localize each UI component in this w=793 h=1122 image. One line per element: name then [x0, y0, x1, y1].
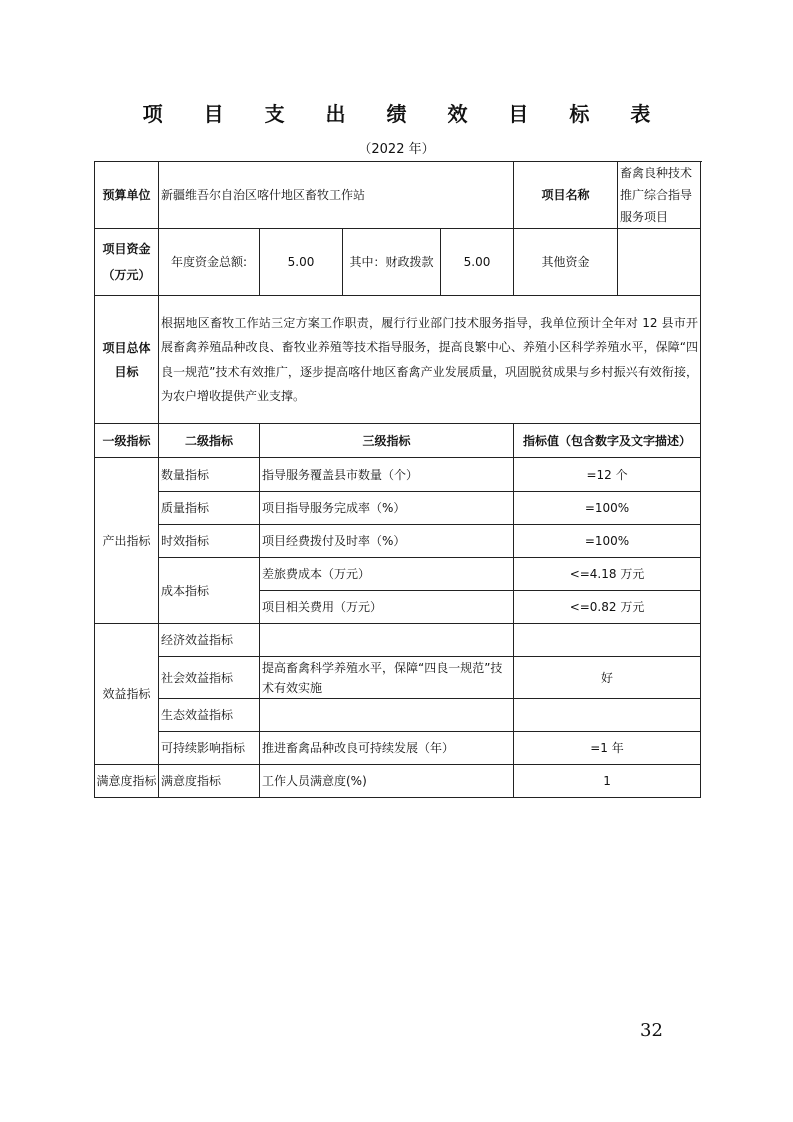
- annual-total-value: 5.00: [260, 229, 343, 296]
- cost-item-1: 差旅费成本（万元）: [260, 558, 514, 591]
- cost-label: 成本指标: [159, 558, 260, 624]
- budget-unit-row: [95, 162, 701, 229]
- fiscal-label: 其中：财政拨款: [343, 229, 441, 296]
- quantity-value: =12 个: [514, 458, 701, 492]
- sustainable-label: 可持续影响指标: [159, 732, 260, 765]
- fiscal-value: 5.00: [441, 229, 514, 296]
- funds-label: [95, 229, 159, 296]
- economic-label: 经济效益指标: [159, 624, 260, 657]
- other-funds-label: 其他资金: [514, 229, 618, 296]
- funds-label-line1: 项目资金: [102, 242, 151, 256]
- economic-value: [514, 624, 701, 657]
- cost-value-1: <=4.18 万元: [514, 558, 701, 591]
- table-row: [95, 558, 701, 591]
- satisfaction-label: 满意度指标: [159, 765, 260, 798]
- budget-unit-label: 预算单位: [95, 162, 159, 229]
- page-title: 项 目 支 出 绩 效 目 标 表: [142, 102, 668, 126]
- sustainable-item: 推进畜禽品种改良可持续发展（年）: [260, 732, 514, 765]
- level3-header: 三级指标: [260, 424, 514, 458]
- year-label: （2022 年）: [358, 142, 435, 157]
- indicator-header-row: [95, 424, 701, 458]
- timeliness-value: =100%: [514, 525, 701, 558]
- goal-label: 项目总体目标: [95, 296, 159, 424]
- level1-header: 一级指标: [95, 424, 159, 458]
- value-header: 指标值（包含数字及文字描述）: [514, 424, 701, 458]
- cost-item-2: 项目相关费用（万元）: [260, 591, 514, 624]
- project-name-label: 项目名称: [514, 162, 618, 229]
- sustainable-value: =1 年: [514, 732, 701, 765]
- level2-header: 二级指标: [159, 424, 260, 458]
- funds-row: [95, 229, 701, 296]
- satisfaction-item: 工作人员满意度(%): [260, 765, 514, 798]
- quality-label: 质量指标: [159, 492, 260, 525]
- table-row: [95, 699, 701, 732]
- table-row: [95, 732, 701, 765]
- budget-unit-value: 新疆维吾尔自治区喀什地区畜牧工作站: [159, 162, 514, 229]
- table-row: [95, 492, 701, 525]
- other-funds-value: [618, 229, 701, 296]
- economic-item: [260, 624, 514, 657]
- benefit-level1: 效益指标: [95, 624, 159, 765]
- performance-table: [94, 161, 701, 798]
- quality-item: 项目指导服务完成率（%）: [260, 492, 514, 525]
- page-number: 32: [640, 1020, 663, 1041]
- table-row: [95, 624, 701, 657]
- quantity-label: 数量指标: [159, 458, 260, 492]
- output-level1: 产出指标: [95, 458, 159, 624]
- social-item: 提高畜禽科学养殖水平，保障“四良一规范”技术有效实施: [260, 657, 514, 699]
- table-row: [95, 657, 701, 699]
- project-name-value: 畜禽良种技术推广综合指导服务项目: [618, 162, 701, 229]
- ecological-item: [260, 699, 514, 732]
- annual-total-label: 年度资金总额:: [159, 229, 260, 296]
- table-row: [95, 458, 701, 492]
- timeliness-item: 项目经费拨付及时率（%）: [260, 525, 514, 558]
- satisfaction-value: 1: [514, 765, 701, 798]
- cost-value-2: <=0.82 万元: [514, 591, 701, 624]
- funds-label-line2: （万元）: [102, 268, 151, 282]
- quality-value: =100%: [514, 492, 701, 525]
- social-label: 社会效益指标: [159, 657, 260, 699]
- timeliness-label: 时效指标: [159, 525, 260, 558]
- goal-text: 根据地区畜牧工作站三定方案工作职责，履行行业部门技术服务指导，我单位预计全年对 12 县市开展畜禽养殖品种改良、畜牧业养殖等技术指导服务，提高良繁中心、养殖小区科学养殖水平，保障“四良一规范”技术有效推广，逐步提高喀什地区畜禽产业发展质量，巩固脱贫成果与乡村振兴有效衔接，为农户增收提供产业支撑。: [159, 296, 701, 424]
- ecological-value: [514, 699, 701, 732]
- quantity-item: 指导服务覆盖县市数量（个）: [260, 458, 514, 492]
- table-row: [95, 765, 701, 798]
- social-value: 好: [514, 657, 701, 699]
- ecological-label: 生态效益指标: [159, 699, 260, 732]
- goal-row: [95, 296, 701, 424]
- table-row: [95, 525, 701, 558]
- satisfaction-level1: 满意度指标: [95, 765, 159, 798]
